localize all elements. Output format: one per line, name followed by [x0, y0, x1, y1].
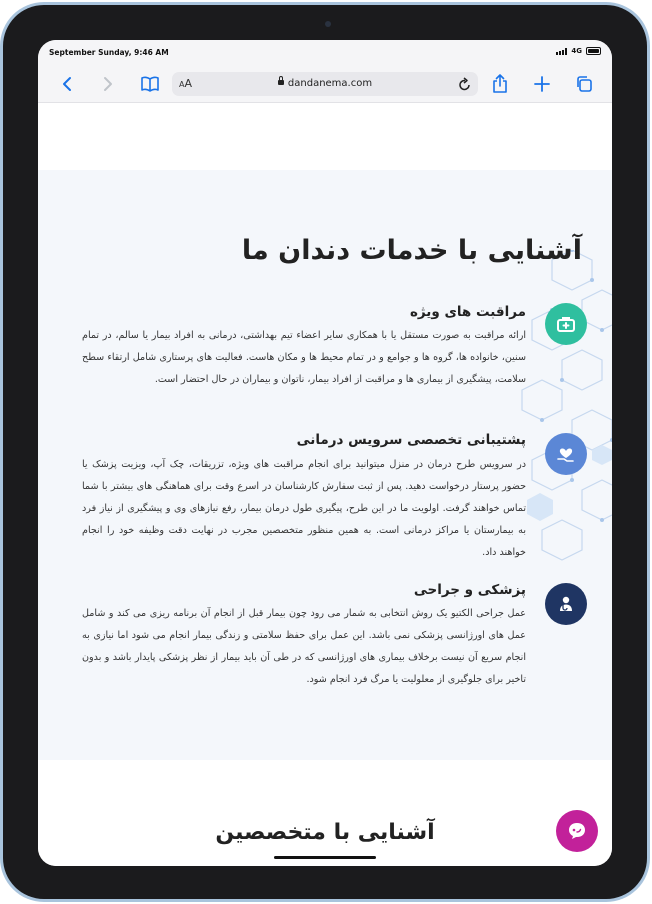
screen [38, 40, 612, 866]
service-icon-badge [545, 433, 587, 475]
service-title: پزشکی و جراحی [413, 582, 526, 598]
back-button[interactable] [55, 72, 79, 96]
share-icon [492, 74, 508, 94]
address-bar[interactable] [172, 72, 478, 96]
hexagon-pattern-decoration [512, 250, 612, 590]
service-icon-badge [545, 303, 587, 345]
status-bar [38, 40, 612, 66]
signal-icon [556, 48, 567, 55]
heart-hand-icon [556, 445, 576, 463]
bookmarks-button[interactable] [138, 72, 162, 96]
reload-icon[interactable] [458, 76, 472, 92]
service-description: عمل جراحی الکتیو یک روش انتخابی به شمار می رود چون بیمار قبل از انجام آن برنامه ریزی می کند و شامل عمل های اورژانسی پزشکی نمی باشد. این عمل برای حفظ سلامتی و زندگی بیمار انجام می شود اما نیازی به انجام سریع آن نیست برخلاف بیماری های اورژانسی که در طی آن باید بیمار از نظر پزشکی پایدار باشد و بدون تاخیر برای جلوگیری از معلولیت یا مرگ فرد انجام شود. [82, 608, 526, 685]
first-aid-kit-icon [556, 315, 576, 333]
title-underline [274, 856, 376, 859]
service-icon-badge [545, 583, 587, 625]
lock-icon [278, 80, 284, 85]
tabs-button[interactable] [572, 72, 596, 96]
services-section [38, 170, 612, 760]
battery-icon [586, 47, 601, 55]
specialists-title: آشنایی با متخصصین [215, 820, 435, 845]
text-size-button[interactable]: AA [179, 77, 193, 90]
tabs-icon [575, 75, 593, 93]
web-page [38, 103, 612, 866]
forward-button[interactable] [96, 72, 120, 96]
share-button[interactable] [488, 72, 512, 96]
network-label: 4G [571, 47, 582, 55]
chevron-right-icon [102, 76, 114, 92]
front-camera [325, 21, 331, 27]
service-title: مراقبت های ویژه [409, 304, 526, 320]
services-title: آشنایی با خدمات دندان ما [241, 235, 582, 266]
new-tab-button[interactable] [530, 72, 554, 96]
url-text: dandanema.com [172, 78, 478, 89]
doctor-icon [556, 594, 576, 614]
plus-icon [534, 76, 550, 92]
chevron-left-icon [61, 76, 73, 92]
book-icon [140, 76, 160, 92]
service-description: در سرویس طرح درمان در منزل میتوانید برای انجام مراقبت های ویژه، تزریقات، چک آپ، ویزیت پزشک یا حضور پرستار درخواست دهید. پس از ثبت سفارش کارشناسان در اسرع وقت برای هماهنگی های بیشتر با شما تماس خواهند گرفت. اولویت ما در این طرح، پیگیری طول درمان بیمار، رفع نیازهای وی و پیشگیری از نیاز فرد به بیمارستان یا مراکز درمانی است. به همین منظور متخصصین مجرب در نهایت دقت وظیفه خود را انجام خواهند داد. [82, 459, 526, 558]
status-time: September Sunday, 9:46 AM [49, 48, 169, 57]
service-description: ارائه مراقبت به صورت مستقل یا با همکاری سایر اعضاء تیم بهداشتی، درمانی به افراد بیمار یا سالم، در تمام سنین، خانواده ها، گروه ها و جوامع و در تمام محیط ها و مکان هاست. فعالیت های پرستاری شامل ارتقاء سطح سلامت، پیشگیری از بیماری ها و مراقبت از افراد بیمار، ناتوان و بیماران در حال احتضار است. [82, 330, 526, 385]
status-indicators [556, 47, 601, 55]
browser-toolbar [38, 66, 612, 103]
service-title: پشتیبانی تخصصی سرویس درمانی [296, 432, 526, 448]
